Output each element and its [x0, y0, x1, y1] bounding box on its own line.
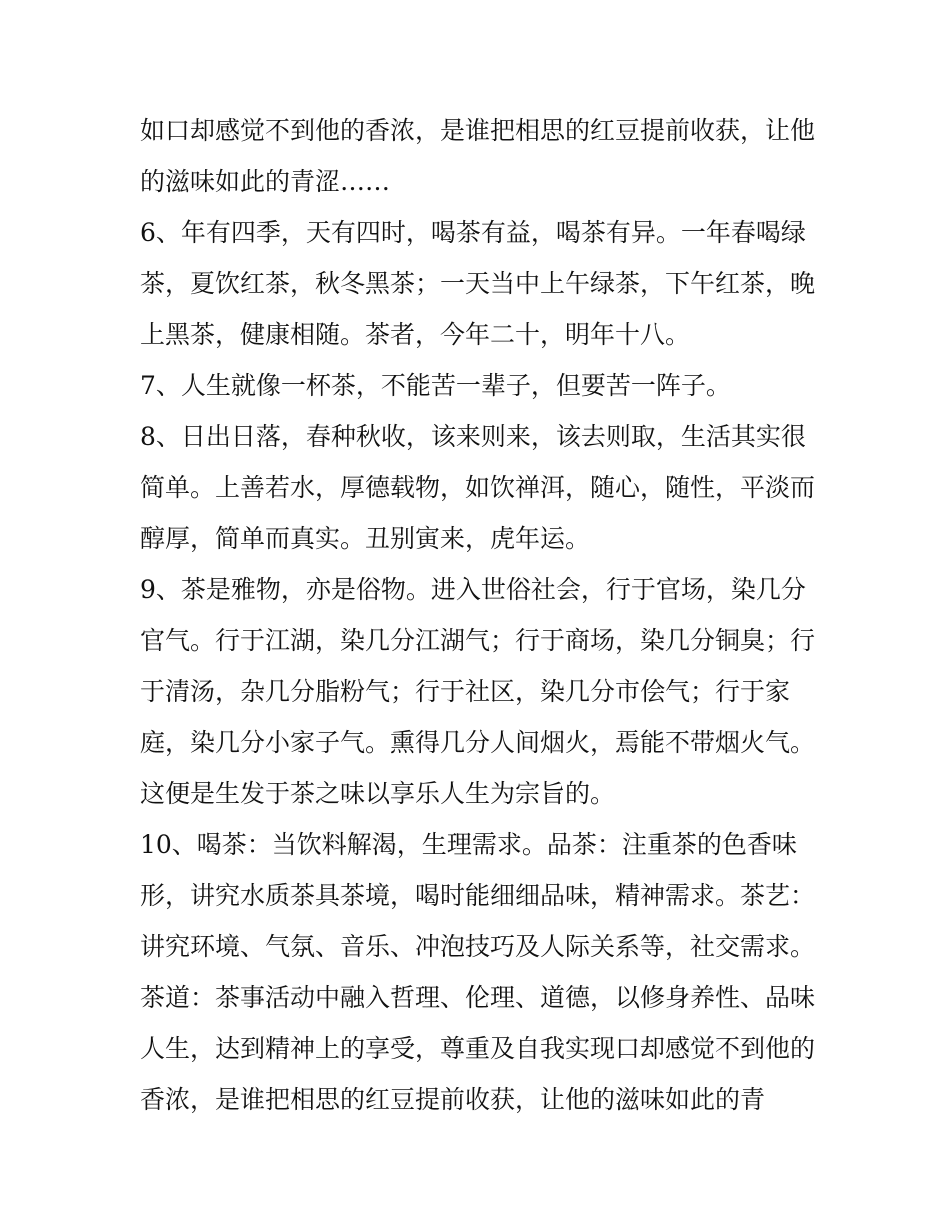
text-line: 讲究环境、气氛、音乐、冲泡技巧及人际关系等，社交需求。 — [140, 932, 816, 961]
text-line: 这便是生发于茶之味以享乐人生为宗旨的。 — [140, 779, 616, 808]
text-line: 如口却感觉不到他的香浓，是谁把相思的红豆提前收获，让他 — [140, 116, 816, 145]
text-line: 官气。行于江湖，染几分江湖气；行于商场，染几分铜臭；行 — [140, 626, 816, 655]
text-line: 10、喝茶：当饮料解渴，生理需求。品茶：注重茶的色香味 — [140, 830, 797, 859]
text-line: 人生，达到精神上的享受，尊重及自我实现口却感觉不到他的 — [140, 1034, 816, 1063]
text-line: 庭，染几分小家子气。熏得几分人间烟火，焉能不带烟火气。 — [140, 728, 816, 757]
text-line: 茶，夏饮红茶，秋冬黑茶；一天当中上午绿茶，下午红茶，晚 — [140, 269, 816, 298]
text-line: 简单。上善若水，厚德载物，如饮禅洱，随心，随性，平淡而 — [140, 473, 816, 502]
text-line: 茶道：茶事活动中融入哲理、伦理、道德，以修身养性、品味 — [140, 983, 816, 1012]
text-line: 6、年有四季，天有四时，喝茶有益，喝茶有异。一年春喝绿 — [140, 218, 806, 247]
text-line: 的滋味如此的青涩…… — [140, 167, 391, 196]
text-line: 形，讲究水质茶具茶境，喝时能细细品味，精神需求。茶艺： — [140, 881, 816, 910]
text-line: 于清汤，杂几分脂粉气；行于社区，染几分市侩气；行于家 — [140, 677, 791, 706]
text-line: 上黑茶，健康相随。茶者，今年二十，明年十八。 — [140, 320, 691, 349]
text-line: 8、日出日落，春种秋收，该来则来，该去则取，生活其实很 — [140, 422, 806, 451]
text-line: 香浓，是谁把相思的红豆提前收获，让他的滋味如此的青 — [140, 1085, 766, 1114]
text-line: 9、茶是雅物，亦是俗物。进入世俗社会，行于官场，染几分 — [140, 575, 806, 604]
text-line: 醇厚，简单而真实。丑别寅来，虎年运。 — [140, 524, 591, 553]
text-line: 7、人生就像一杯茶，不能苦一辈子，但要苦一阵子。 — [140, 371, 731, 400]
document-body — [140, 105, 820, 1125]
